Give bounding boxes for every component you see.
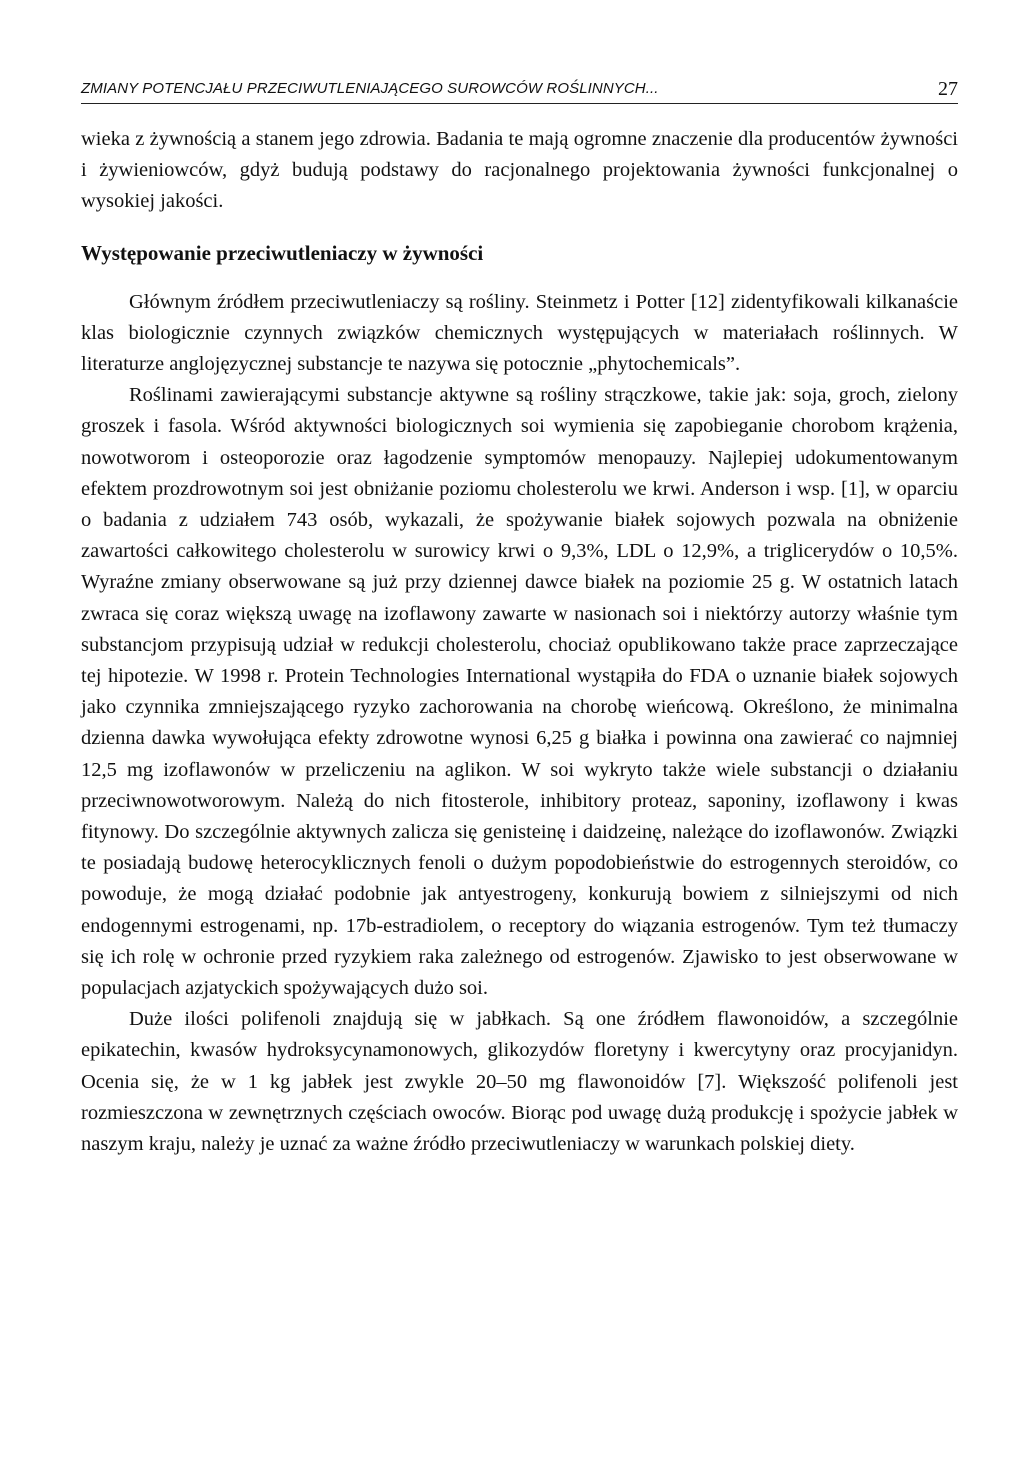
intro-paragraph: wieka z żywnością a stanem jego zdrowia. Badania te mają ogromne znaczenie dla producentów żywności i żywieniowców, gdyż budują podstawy do racjonalnego projektowania żywności funkcjonalnej o wysokiej jakości. bbox=[81, 128, 958, 213]
body-paragraph-1: Głównym źródłem przeciwutleniaczy są rośliny. Steinmetz i Potter [12] zidentyfikowali kilkanaście klas biologicznie czynnych związków chemicznych występujących w materiałach roślinnych. W literaturze anglojęzycznej substancje te nazywa się potocznie „phytochemicals”. bbox=[81, 290, 958, 376]
document-page bbox=[81, 78, 958, 1160]
running-header-title: ZMIANY POTENCJAŁU PRZECIWUTLENIAJĄCEGO SUROWCÓW ROŚLINNYCH... bbox=[81, 80, 659, 97]
running-header bbox=[81, 78, 958, 104]
page-body bbox=[81, 124, 958, 1160]
body-paragraph-2: Roślinami zawierającymi substancje aktywne są rośliny strączkowe, takie jak: soja, groch, zielony groszek i fasola. Wśród aktywności biologicznych soi wymienia się zapobieganie chorobom krążenia, nowotworom i osteoporozie oraz łagodzenie symptomów menopauzy. Najlepiej udokumentowanym efektem prozdrowotnym soi jest obniżanie poziomu cholesterolu we krwi. Anderson i wsp. [1], w oparciu o badania z udziałem 743 osób, wykazali, że spożywanie białek sojowych pozwala na obniżenie zawartości całkowitego cholesterolu w surowicy krwi o 9,3%, LDL o 12,9%, a triglicerydów o 10,5%. Wyraźne zmiany obserwowane są już przy dziennej dawce białek na poziomie 25 g. W ostatnich latach zwraca się coraz większą uwagę na izoflawony zawarte w nasionach soi i niektórzy autorzy właśnie tym substancjom przypisują udział w redukcji cholesterolu, chociaż opublikowano także prace zaprzeczające tej hipotezie. W 1998 r. Protein Technologies International wystąpiła do FDA o uznanie białek sojowych jako czynnika zmniejszającego ryzyko zachorowania na chorobę wieńcową. Określono, że minimalna dzienna dawka wywołująca efekty zdrowotne wynosi 6,25 g białka i powinna ona zawierać co najmniej 12,5 mg izoflawonów w przeliczeniu na aglikon. W soi wykryto także wiele substancji o działaniu przeciwnowotworowym. Należą do nich fitosterole, inhibitory proteaz, saponiny, izoflawony i kwas fitynowy. Do szczególnie aktywnych zalicza się genisteinę i daidzeinę, należące do izoflawonów. Związki te posiadają budowę heterocyklicznych fenoli o dużym popodobieństwie do estrogennych steroidów, co powoduje, że mogą działać podobnie jak antyestrogeny, konkurują bowiem z silniejszymi od nich endogennymi estrogenami, np. 17b-estradiolem, o receptory do wiązania estrogenów. Tym też tłumaczy się ich rolę w ochronie przed ryzykiem raka zależnego od estrogenów. Zjawisko to jest obserwowane w populacjach azjatyckich spożywających dużo soi. bbox=[81, 384, 958, 1000]
body-paragraph-3: Duże ilości polifenoli znajdują się w jabłkach. Są one źródłem flawonoidów, a szczególnie epikatechin, kwasów hydroksycynamonowych, glikozydów floretyny i kwercytyny oraz procyjanidyn. Ocenia się, że w 1 kg jabłek jest zwykle 20–50 mg flawonoidów [7]. Większość polifenoli jest rozmieszczona w zewnętrznych częściach owoców. Biorąc pod uwagę dużą produkcję i spożycie jabłek w naszym kraju, należy je uznać za ważne źródło przeciwutleniaczy w warunkach polskiej diety. bbox=[81, 1008, 958, 1156]
page-number: 27 bbox=[938, 78, 958, 100]
section-heading: Występowanie przeciwutleniaczy w żywności bbox=[81, 240, 484, 265]
